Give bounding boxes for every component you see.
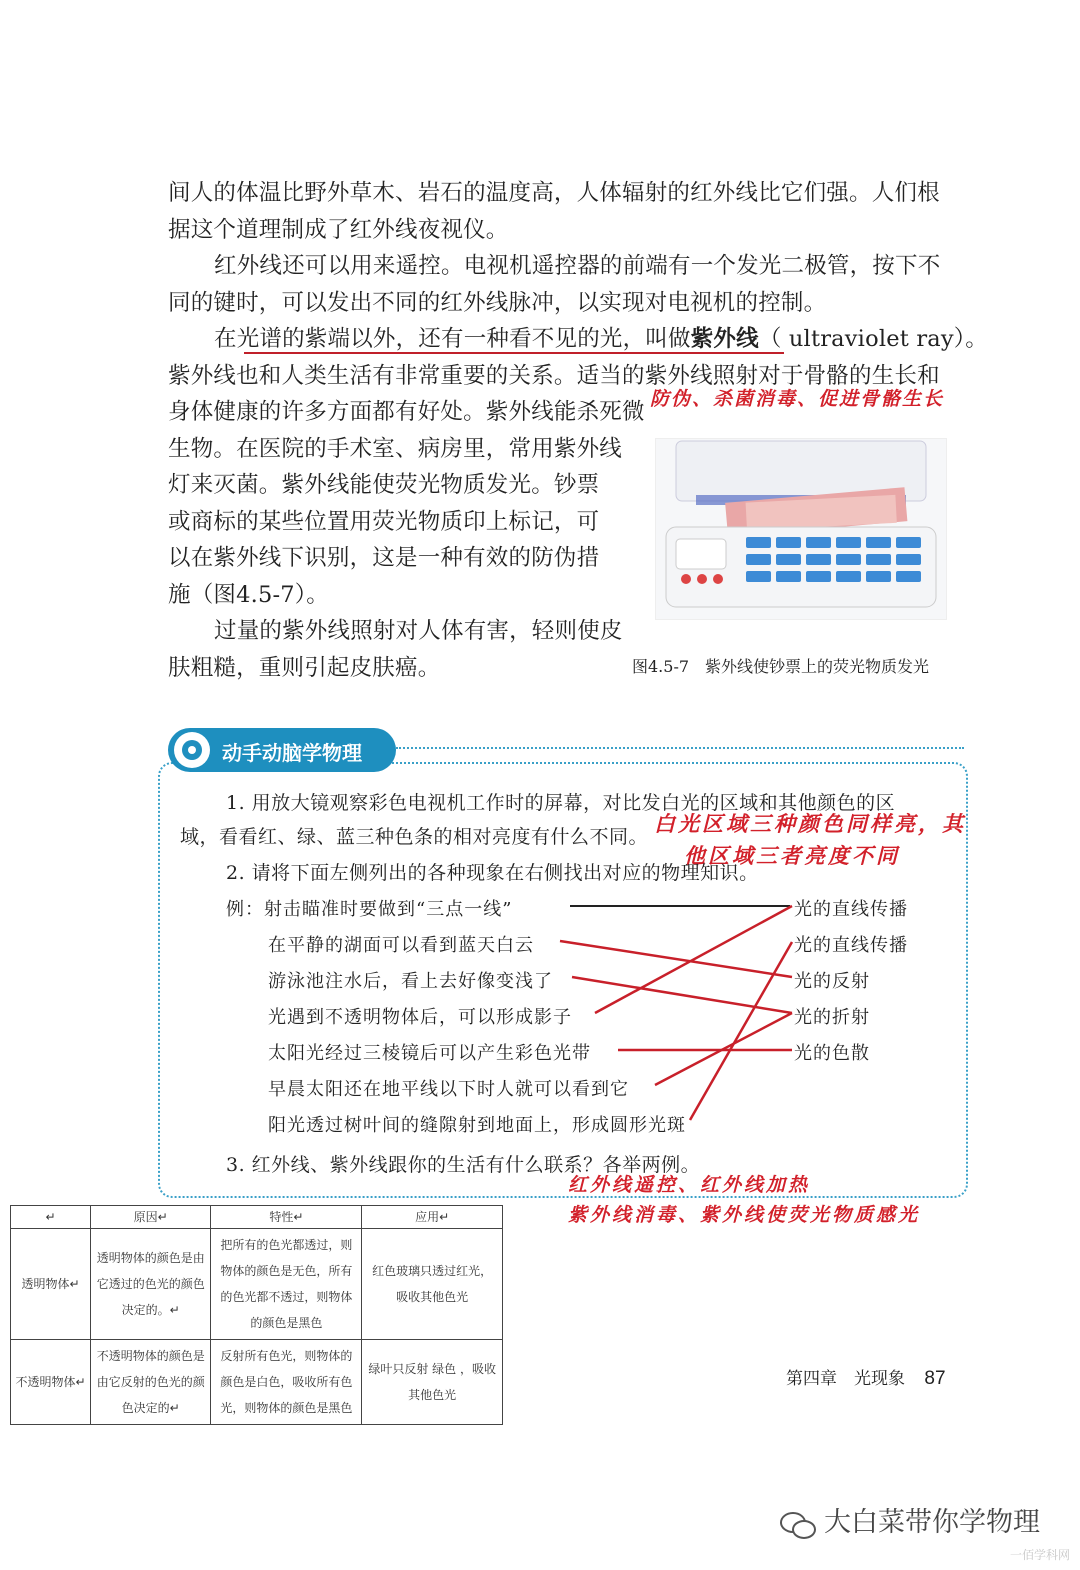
table-cell: 红色玻璃只透过红光，吸收其他色光: [362, 1229, 503, 1340]
table-row: [11, 1340, 503, 1425]
activity-title: 动手动脑学物理: [222, 741, 362, 765]
figure-caption: 图4.5-7 紫外线使钞票上的荧光物质发光: [632, 657, 930, 676]
uv-intro: 在光谱的紫端以外，还有一种看不见的光，叫做: [214, 326, 691, 352]
question-3: 3. 红外线、紫外线跟你的生活有什么联系？各举两例。: [226, 1154, 701, 1176]
body-line: 以在紫外线下识别，这是一种有效的防伪措: [168, 545, 600, 571]
body-line: 紫外线也和人类生活有非常重要的关系。适当的紫外线照射对于骨骼的生长和: [168, 363, 940, 389]
q3-answer-annotation: 红外线遥控、红外线加热: [568, 1174, 811, 1196]
phenomenon-item: 早晨太阳还在地平线以下时人就可以看到它: [268, 1079, 629, 1100]
body-line: 红外线还可以用来遥控。电视机遥控器的前端有一个发光二极管，按下不: [214, 253, 941, 279]
answer-lines: [560, 906, 792, 1120]
body-line: 肤粗糙，重则引起皮肤癌。: [168, 655, 441, 681]
body-line: 据这个道理制成了红外线夜视仪。: [168, 217, 509, 243]
example-phenomenon: 例：射击瞄准时要做到“三点一线”: [226, 899, 513, 920]
body-line: 或商标的某些位置用荧光物质印上标记，可: [168, 509, 600, 535]
body-line: 灯来灭菌。紫外线能使荧光物质发光。钞票: [168, 472, 600, 498]
body-line: 身体健康的许多方面都有好处。紫外线能杀死微: [168, 399, 645, 425]
corner-watermark: 一佰学科网: [1010, 1548, 1071, 1562]
table-header-row: [11, 1206, 503, 1229]
table-cell: 反射所有色光，则物体的颜色是白色，吸收所有色光，则物体的颜色是黑色: [211, 1340, 362, 1425]
table-cell: 绿叶只反射 绿色 ，吸收 其他色光: [362, 1340, 503, 1425]
table-header: 应用↵: [362, 1206, 503, 1229]
phenomenon-item: 游泳池注水后，看上去好像变浅了: [268, 971, 553, 992]
body-line: 间人的体温比野外草木、岩石的温度高，人体辐射的红外线比它们强。人们根: [168, 180, 940, 206]
uv-uses-annotation: 防伪、杀菌消毒、促进骨骼生长: [650, 388, 945, 410]
q3-answer-annotation: 紫外线消毒、紫外线使荧光物质感光: [568, 1204, 921, 1226]
knowledge-item: 光的折射: [794, 1007, 870, 1028]
table-cell: 透明物体↵: [11, 1229, 91, 1340]
knowledge-item: 光的色散: [794, 1043, 870, 1064]
page-footer: [786, 1364, 946, 1390]
phenomenon-item: 光遇到不透明物体后，可以形成影子: [268, 1007, 572, 1028]
table-header: 原因↵: [90, 1206, 210, 1229]
knowledge-item: 光的直线传播: [794, 935, 908, 956]
question-1-line-1: 1. 用放大镜观察彩色电视机工作时的屏幕，对比发白光的区域和其他颜色的区: [226, 792, 896, 814]
body-line: 同的键时，可以发出不同的红外线脉冲，以实现对电视机的控制。: [168, 290, 827, 316]
table-header: ↵: [11, 1206, 91, 1229]
page-number: 87: [924, 1368, 946, 1389]
uv-term: 紫外线: [690, 326, 759, 352]
match-line: [560, 941, 792, 977]
table-cell: 把所有的色光都透过，则物体的颜色是无色，所有的色光都不透过，则物体的颜色是黑色: [211, 1229, 362, 1340]
phenomenon-item: 阳光透过树叶间的缝隙射到地面上，形成圆形光斑: [268, 1115, 686, 1136]
table-cell: 透明物体的颜色是由它透过的色光的颜色决定的。↵: [90, 1229, 210, 1340]
watermark-text: 大白菜带你学物理: [824, 1507, 1040, 1538]
table-cell: 不透明物体的颜色是由它反射的色光的颜色决定的↵: [90, 1340, 210, 1425]
body-line: 施（图4.5-7）。: [168, 582, 329, 608]
body-line: 生物。在医院的手术室、病房里，常用紫外线: [168, 436, 623, 462]
chapter-label: 第四章 光现象: [786, 1369, 905, 1389]
table-row: [11, 1229, 503, 1340]
wechat-icon: [780, 1510, 816, 1538]
notes-table: [10, 1205, 503, 1425]
phenomenon-item: 在平静的湖面可以看到蓝天白云: [268, 935, 534, 956]
table-cell: 不透明物体↵: [11, 1340, 91, 1425]
uv-english: （ ultraviolet ray）。: [758, 326, 988, 352]
table-header: 特性↵: [211, 1206, 362, 1229]
question-1-line-2: 域，看看红、绿、蓝三种色条的相对亮度有什么不同。: [180, 826, 649, 848]
question-2: 2. 请将下面左侧列出的各种现象在右侧找出对应的物理知识。: [226, 862, 759, 884]
knowledge-item: 光的直线传播: [794, 899, 908, 920]
knowledge-item: 光的反射: [794, 971, 870, 992]
wechat-watermark: [780, 1500, 1040, 1539]
body-line: 过量的紫外线照射对人体有害，轻则使皮: [214, 618, 623, 644]
q1-answer-annotation: 他区域三者亮度不同: [684, 844, 900, 868]
q1-answer-annotation: 白光区域三种颜色同样亮，其: [654, 812, 966, 836]
phenomenon-item: 太阳光经过三棱镜后可以产生彩色光带: [268, 1043, 591, 1064]
